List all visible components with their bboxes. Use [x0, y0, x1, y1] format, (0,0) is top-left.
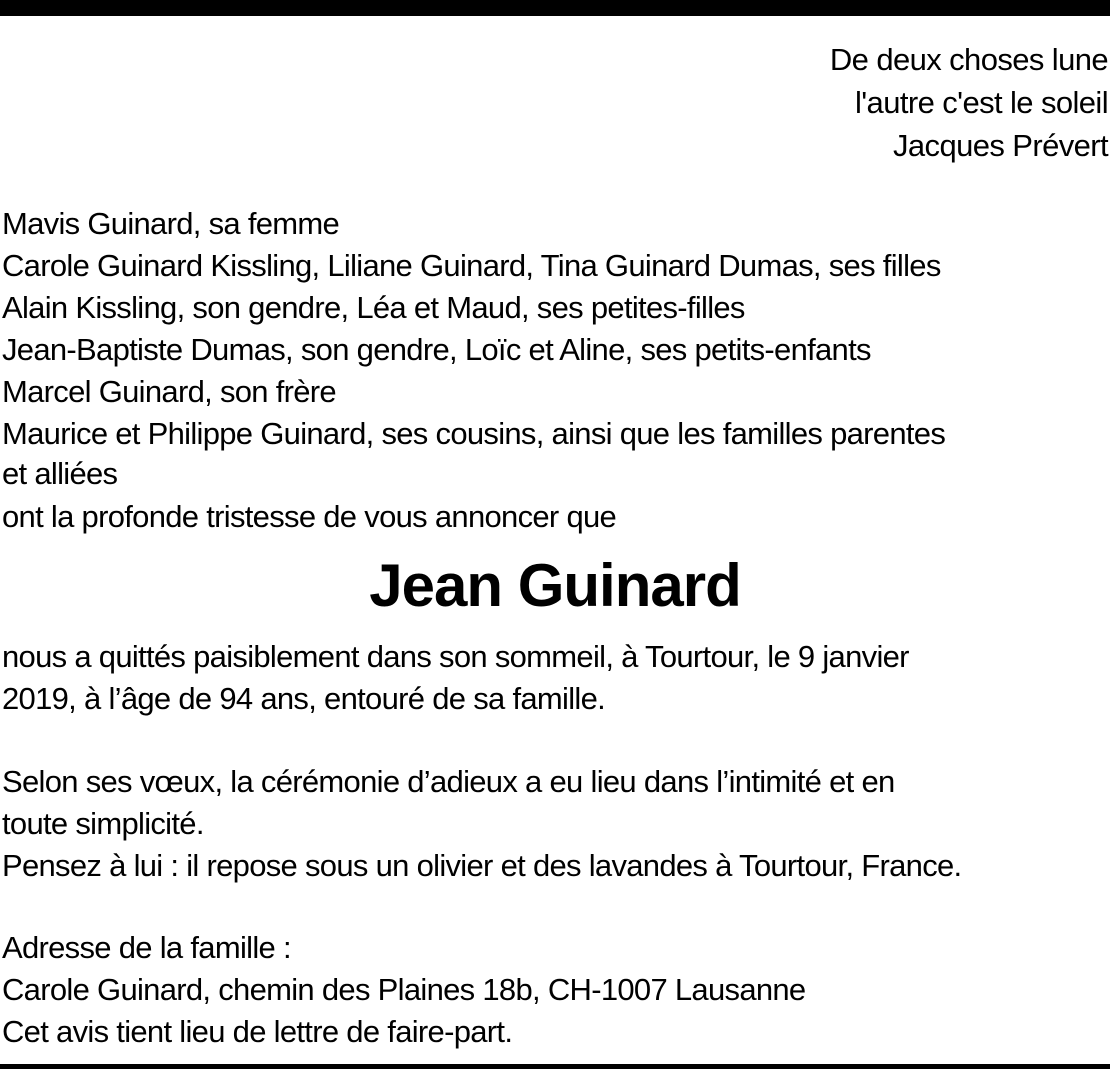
address-line: Carole Guinard, chemin des Plaines 18b, CH-1007 Lausanne [2, 972, 806, 1007]
top-border-rule [0, 0, 1110, 16]
ceremony-line: toute simplicité. [2, 806, 204, 841]
notice-line: Cet avis tient lieu de lettre de faire-part. [2, 1014, 513, 1049]
family-line-cousins-cont: et alliées [2, 456, 118, 491]
passing-line: 2019, à l’âge de 94 ans, entouré de sa famille. [2, 681, 606, 716]
family-line-daughters: Carole Guinard Kissling, Liliane Guinard, Tina Guinard Dumas, ses filles [2, 248, 941, 283]
deceased-name: Jean Guinard [369, 552, 741, 619]
epigraph-line: l'autre c'est le soleil [854, 85, 1108, 120]
family-line-cousins: Maurice et Philippe Guinard, ses cousins, ainsi que les familles parentes [2, 416, 946, 451]
family-line-brother: Marcel Guinard, son frère [2, 374, 336, 409]
resting-place-line: Pensez à lui : il repose sous un olivier et des lavandes à Tourtour, France. [2, 848, 962, 883]
family-line-granddaughters: Alain Kissling, son gendre, Léa et Maud, ses petites-filles [2, 290, 745, 325]
announcement-line: ont la profonde tristesse de vous annoncer que [2, 499, 617, 534]
address-heading: Adresse de la famille : [2, 930, 291, 965]
bottom-border-rule [0, 1064, 1110, 1069]
ceremony-line: Selon ses vœux, la cérémonie d’adieux a eu lieu dans l’intimité et en [2, 764, 895, 799]
family-line-wife: Mavis Guinard, sa femme [2, 206, 340, 241]
epigraph-line: De deux choses lune [829, 42, 1108, 77]
passing-line: nous a quittés paisiblement dans son sommeil, à Tourtour, le 9 janvier [2, 639, 909, 674]
epigraph-author: Jacques Prévert [893, 128, 1108, 163]
epigraph-quote [688, 38, 1108, 167]
family-line-grandchildren: Jean-Baptiste Dumas, son gendre, Loïc et Aline, ses petits-enfants [2, 332, 871, 367]
